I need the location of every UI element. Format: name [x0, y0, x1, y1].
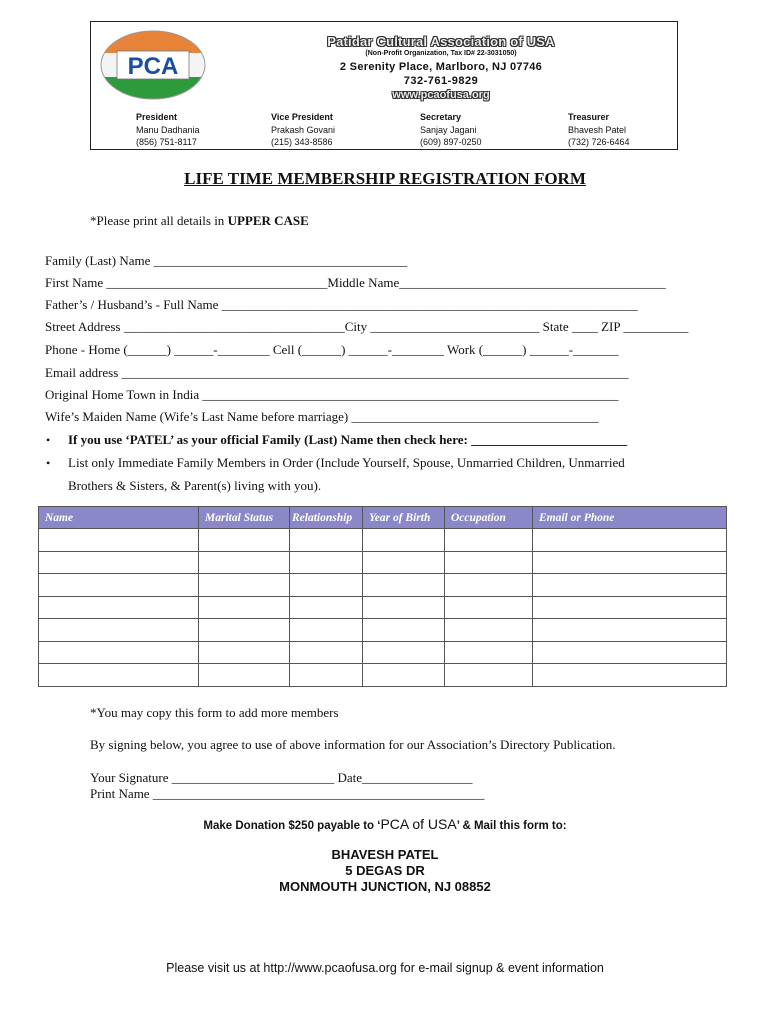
table-cell[interactable]	[445, 551, 533, 574]
col-occupation: Occupation	[445, 507, 533, 529]
table-cell[interactable]	[39, 596, 199, 619]
table-cell[interactable]	[445, 574, 533, 597]
col-relationship: Relationship	[290, 507, 363, 529]
table-cell[interactable]	[363, 529, 445, 552]
table-row	[39, 551, 727, 574]
table-cell[interactable]	[39, 551, 199, 574]
pca-logo	[99, 29, 207, 101]
family-instructions-line2: Brothers & Sisters, & Parent(s) living with you).	[68, 478, 322, 493]
table-cell[interactable]	[290, 596, 363, 619]
table-cell[interactable]	[363, 551, 445, 574]
field-first-middle-name[interactable]: First Name __________________________________Middle Name_________________________________________	[45, 275, 666, 290]
footer-note: Please visit us at http://www.pcaofusa.org for e-mail signup & event information	[166, 961, 604, 975]
table-cell[interactable]	[199, 529, 290, 552]
table-cell[interactable]	[290, 529, 363, 552]
mail-street: 5 DEGAS DR	[345, 863, 425, 878]
table-cell[interactable]	[199, 619, 290, 642]
table-cell[interactable]	[363, 596, 445, 619]
family-instructions-line1: List only Immediate Family Members in Order (Include Yourself, Spouse, Unmarried Children, Unmarried	[68, 455, 625, 470]
table-cell[interactable]	[39, 529, 199, 552]
mail-city: MONMOUTH JUNCTION, NJ 08852	[279, 879, 491, 894]
mail-name: BHAVESH PATEL	[331, 847, 439, 862]
col-email-phone: Email or Phone	[533, 507, 727, 529]
table-cell[interactable]	[290, 551, 363, 574]
table-cell[interactable]	[533, 574, 727, 597]
table-cell[interactable]	[533, 619, 727, 642]
table-row	[39, 619, 727, 642]
org-address: 2 Serenity Place, Marlboro, NJ 07746	[339, 61, 543, 73]
table-cell[interactable]	[445, 641, 533, 664]
officer-president: President Manu Dadhania (856) 751-8117	[136, 112, 200, 147]
table-row	[39, 641, 727, 664]
officer-treasurer: Treasurer Bhavesh Patel (732) 726-6464	[568, 112, 630, 147]
patel-check-field[interactable]: If you use ‘PATEL’ as your official Family (Last) Name then check here: ________________________	[68, 432, 628, 447]
field-street-address[interactable]: Street Address __________________________________City __________________________ State ____ ZIP __________	[45, 319, 689, 334]
copy-note: *You may copy this form to add more members	[90, 705, 339, 720]
field-email[interactable]: Email address ______________________________________________________________________________	[45, 365, 629, 380]
table-cell[interactable]	[363, 619, 445, 642]
print-name-field[interactable]: Print Name ___________________________________________________	[90, 786, 485, 801]
form-title: LIFE TIME MEMBERSHIP REGISTRATION FORM	[184, 169, 586, 188]
organization-info	[326, 34, 556, 101]
table-row	[39, 596, 727, 619]
table-cell[interactable]	[290, 641, 363, 664]
table-cell[interactable]	[445, 619, 533, 642]
bullet-icon: •	[46, 456, 51, 470]
tax-note: (Non-Profit Organization, Tax ID# 22-3031050)	[365, 50, 517, 57]
field-phones[interactable]: Phone - Home (______) ______-________ Cell (______) ______-________ Work (______) ______-_______	[45, 342, 619, 357]
field-wife-maiden-name[interactable]: Wife’s Maiden Name (Wife’s Last Name before marriage) ______________________________________	[45, 409, 599, 424]
table-cell[interactable]	[39, 574, 199, 597]
table-cell[interactable]	[363, 664, 445, 687]
signature-date-field[interactable]: Your Signature _________________________ Date_________________	[90, 770, 473, 785]
consent-text: By signing below, you agree to use of above information for our Association’s Directory Publication.	[90, 737, 616, 752]
logo-text: PCA	[127, 53, 179, 80]
table-cell[interactable]	[199, 664, 290, 687]
table-cell[interactable]	[199, 641, 290, 664]
table-cell[interactable]	[199, 551, 290, 574]
bullet-icon: •	[46, 433, 51, 447]
table-cell[interactable]	[533, 641, 727, 664]
org-website: www.pcaofusa.org	[392, 89, 490, 101]
table-cell[interactable]	[445, 664, 533, 687]
table-cell[interactable]	[39, 664, 199, 687]
table-cell[interactable]	[533, 529, 727, 552]
field-father-husband-name[interactable]: Father’s / Husband’s - Full Name ________________________________________________________________	[45, 297, 638, 312]
table-row	[39, 574, 727, 597]
family-members-table	[38, 506, 727, 687]
table-cell[interactable]	[290, 619, 363, 642]
table-row	[39, 664, 727, 687]
field-family-name[interactable]: Family (Last) Name _______________________________________	[45, 253, 408, 268]
col-year-of-birth: Year of Birth	[363, 507, 445, 529]
table-cell[interactable]	[290, 664, 363, 687]
table-cell[interactable]	[199, 574, 290, 597]
table-cell[interactable]	[363, 574, 445, 597]
table-cell[interactable]	[445, 529, 533, 552]
table-cell[interactable]	[39, 619, 199, 642]
table-row	[39, 529, 727, 552]
table-cell[interactable]	[445, 596, 533, 619]
table-cell[interactable]	[363, 641, 445, 664]
table-cell[interactable]	[39, 641, 199, 664]
table-cell[interactable]	[533, 551, 727, 574]
table-cell[interactable]	[290, 574, 363, 597]
donation-note: Make Donation $250 payable to ‘PCA of USA’ & Mail this form to:	[203, 816, 567, 832]
table-header-row	[39, 507, 727, 529]
org-name: Patidar Cultural Association of USA	[327, 34, 555, 49]
letterhead	[90, 21, 678, 150]
org-phone: 732-761-9829	[403, 75, 479, 87]
table-cell[interactable]	[199, 596, 290, 619]
officer-vice-president: Vice President Prakash Govani (215) 343-8586	[271, 112, 336, 147]
table-cell[interactable]	[533, 596, 727, 619]
col-marital-status: Marital Status	[199, 507, 290, 529]
officer-secretary: Secretary Sanjay Jagani (609) 897-0250	[420, 112, 482, 147]
table-cell[interactable]	[533, 664, 727, 687]
col-name: Name	[39, 507, 199, 529]
upper-case-note: *Please print all details in UPPER CASE	[90, 213, 309, 228]
field-home-town[interactable]: Original Home Town in India ________________________________________________________________	[45, 387, 619, 402]
